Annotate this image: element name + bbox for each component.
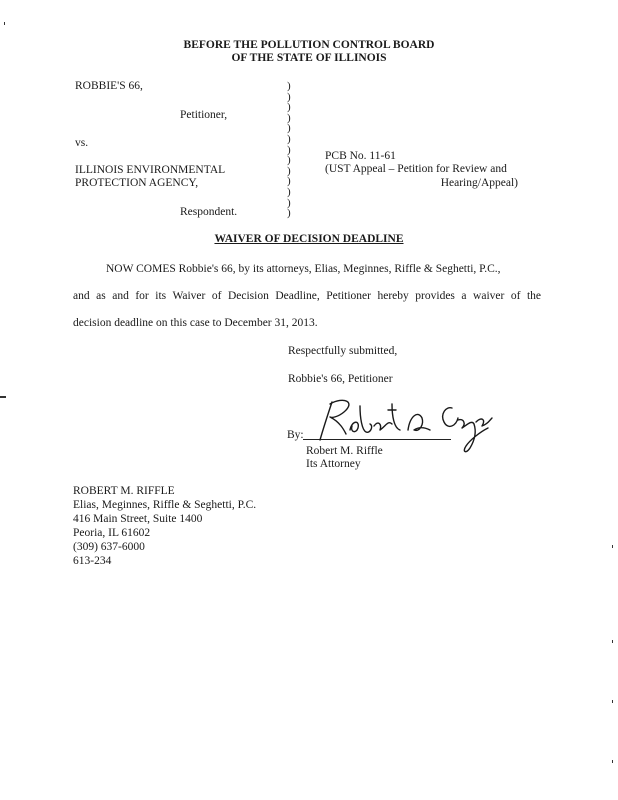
case-type-line2: Hearing/Appeal) [440, 177, 518, 189]
attorney-reference: 613-234 [73, 555, 112, 567]
attorney-info-block [73, 484, 256, 568]
paren-mark: ) [287, 132, 291, 145]
paren-mark: ) [287, 154, 291, 167]
case-number: PCB No. 11-61 [325, 150, 396, 162]
signer-name: Robert M. Riffle [306, 445, 383, 457]
petitioner-role: Petitioner, [180, 109, 228, 121]
submitting-party: Robbie's 66, Petitioner [288, 373, 393, 385]
court-header-line2: OF THE STATE OF ILLINOIS [231, 52, 387, 64]
paren-mark: ) [287, 90, 291, 103]
paren-mark: ) [287, 80, 291, 92]
paren-mark: ) [287, 122, 291, 135]
attorney-street: 416 Main Street, Suite 1400 [73, 513, 203, 525]
petitioner-name: ROBBIE'S 66, [75, 80, 143, 92]
closing-phrase: Respectfully submitted, [288, 345, 398, 357]
body-line2: and as and for its Waiver of Decision Deadline, Petitioner hereby provides a waiver of the [73, 290, 541, 302]
by-label: By: [287, 429, 304, 441]
body-line3: decision deadline on this case to December 31, 2013. [73, 317, 318, 329]
caption-parenthesis-column [287, 81, 297, 219]
case-type-line1: (UST Appeal – Petition for Review and [325, 163, 507, 175]
scan-mark [612, 640, 613, 643]
document-title: WAIVER OF DECISION DEADLINE [214, 233, 404, 245]
paren-mark: ) [287, 164, 291, 177]
respondent-name-line2: PROTECTION AGENCY, [75, 177, 199, 189]
attorney-phone: (309) 637-6000 [73, 541, 145, 553]
attorney-firm: Elias, Meginnes, Riffle & Seghetti, P.C. [73, 499, 257, 511]
body-line1: NOW COMES Robbie's 66, by its attorneys, Elias, Meginnes, Riffle & Seghetti, P.C., [106, 263, 501, 275]
scan-mark [612, 545, 613, 548]
paren-mark: ) [287, 143, 291, 156]
court-header-line1: BEFORE THE POLLUTION CONTROL BOARD [183, 39, 435, 51]
signer-title: Its Attorney [306, 458, 361, 470]
scan-mark [612, 760, 613, 763]
respondent-role: Respondent. [180, 206, 238, 218]
versus-label: vs. [75, 137, 89, 149]
paren-mark: ) [287, 101, 291, 114]
paren-mark: ) [287, 111, 291, 124]
scan-mark [612, 700, 613, 703]
paren-mark: ) [287, 196, 291, 209]
attorney-name: ROBERT M. RIFFLE [73, 485, 175, 497]
paren-mark: ) [287, 185, 291, 198]
paren-mark: ) [287, 207, 291, 220]
paren-mark: ) [287, 175, 291, 188]
respondent-name-line1: ILLINOIS ENVIRONMENTAL [75, 164, 226, 176]
scan-mark [4, 22, 5, 25]
attorney-city: Peoria, IL 61602 [73, 527, 151, 539]
scan-mark [0, 396, 6, 398]
